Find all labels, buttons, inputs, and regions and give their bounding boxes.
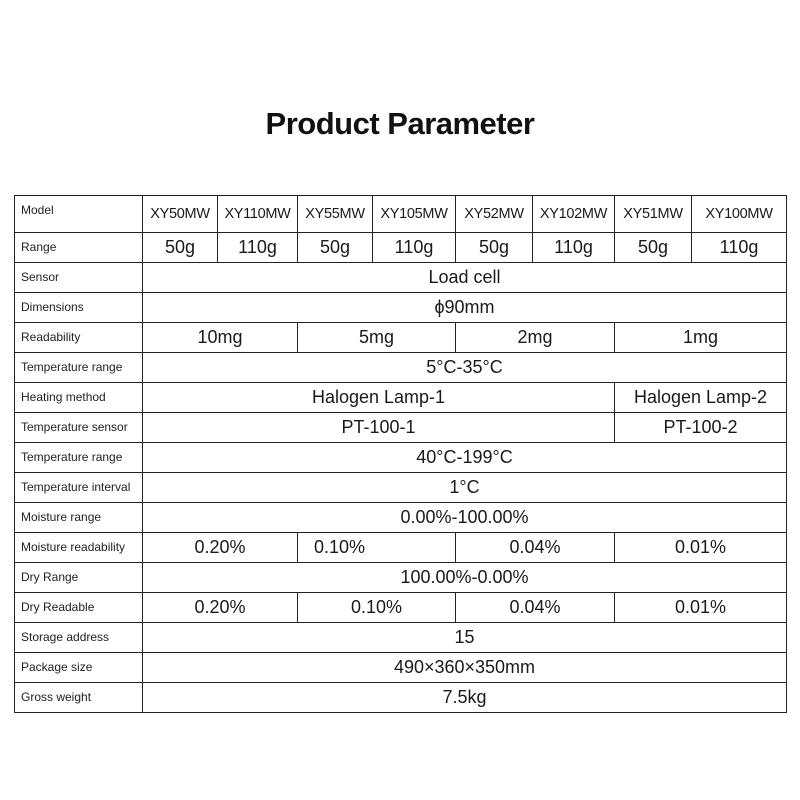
table-row-dimensions [15, 293, 787, 323]
row-label-temperature-sensor: Temperature sensor [15, 413, 143, 443]
table-row-readability [15, 323, 787, 353]
model-cell: XY50MW [143, 196, 218, 233]
range-cell: 110g [533, 233, 615, 263]
row-label-heating-method: Heating method [15, 383, 143, 413]
table-row-package-size [15, 653, 787, 683]
table-row-dry-range [15, 563, 787, 593]
dry-readable-value: 0.01% [615, 593, 787, 623]
row-label-moisture-range: Moisture range [15, 503, 143, 533]
row-label-dry-readable: Dry Readable [15, 593, 143, 623]
model-cell: XY110MW [218, 196, 298, 233]
model-cell: XY55MW [298, 196, 373, 233]
row-label-dimensions: Dimensions [15, 293, 143, 323]
parameter-table [14, 195, 787, 713]
readability-value: 2mg [456, 323, 615, 353]
package-size-value: 490×360×350mm [143, 653, 787, 683]
moisture-readability-value: 0.01% [615, 533, 787, 563]
table-row-temperature-interval [15, 473, 787, 503]
range-cell: 110g [373, 233, 456, 263]
row-label-moisture-readability: Moisture readability [15, 533, 143, 563]
heating-method-value: Halogen Lamp-2 [615, 383, 787, 413]
row-label-dry-range: Dry Range [15, 563, 143, 593]
table-row-moisture-range [15, 503, 787, 533]
range-cell: 50g [298, 233, 373, 263]
row-label-storage-address: Storage address [15, 623, 143, 653]
readability-value: 5mg [298, 323, 456, 353]
range-cell: 110g [218, 233, 298, 263]
range-cell: 50g [456, 233, 533, 263]
dimensions-value: ϕ90mm [143, 293, 787, 323]
dry-range-value: 100.00%-0.00% [143, 563, 787, 593]
model-cell: XY105MW [373, 196, 456, 233]
table-row-temperature-sensor [15, 413, 787, 443]
range-cell: 110g [692, 233, 787, 263]
row-label-gross-weight: Gross weight [15, 683, 143, 713]
table-row-dry-readable [15, 593, 787, 623]
readability-value: 10mg [143, 323, 298, 353]
model-cell: XY100MW [692, 196, 787, 233]
row-label-model: Model [15, 196, 143, 233]
storage-address-value: 15 [143, 623, 787, 653]
row-label-sensor: Sensor [15, 263, 143, 293]
table-row-temperature-range-2 [15, 443, 787, 473]
moisture-readability-value: 0.10% [298, 533, 456, 563]
row-label-temperature-range-2: Temperature range [15, 443, 143, 473]
table-row-model [15, 196, 787, 233]
temperature-sensor-value: PT-100-2 [615, 413, 787, 443]
row-label-temperature-interval: Temperature interval [15, 473, 143, 503]
table-row-sensor [15, 263, 787, 293]
range-cell: 50g [615, 233, 692, 263]
moisture-range-value: 0.00%-100.00% [143, 503, 787, 533]
moisture-readability-value: 0.04% [456, 533, 615, 563]
range-cell: 50g [143, 233, 218, 263]
dry-readable-value: 0.04% [456, 593, 615, 623]
page-title: Product Parameter [265, 106, 535, 141]
row-label-readability: Readability [15, 323, 143, 353]
temperature-sensor-value: PT-100-1 [143, 413, 615, 443]
model-cell: XY52MW [456, 196, 533, 233]
table-row-gross-weight [15, 683, 787, 713]
table-row-range [15, 233, 787, 263]
row-label-temperature-range: Temperature range [15, 353, 143, 383]
row-label-range: Range [15, 233, 143, 263]
table-row-storage-address [15, 623, 787, 653]
heating-method-value: Halogen Lamp-1 [143, 383, 615, 413]
moisture-readability-value: 0.20% [143, 533, 298, 563]
model-cell: XY51MW [615, 196, 692, 233]
row-label-package-size: Package size [15, 653, 143, 683]
temperature-range-2-value: 40°C-199°C [143, 443, 787, 473]
model-cell: XY102MW [533, 196, 615, 233]
sensor-value: Load cell [143, 263, 787, 293]
table-row-temperature-range [15, 353, 787, 383]
gross-weight-value: 7.5kg [143, 683, 787, 713]
table-row-heating-method [15, 383, 787, 413]
dry-readable-value: 0.20% [143, 593, 298, 623]
table-row-moisture-readability [15, 533, 787, 563]
dry-readable-value: 0.10% [298, 593, 456, 623]
temperature-range-value: 5°C-35°C [143, 353, 787, 383]
temperature-interval-value: 1°C [143, 473, 787, 503]
readability-value: 1mg [615, 323, 787, 353]
